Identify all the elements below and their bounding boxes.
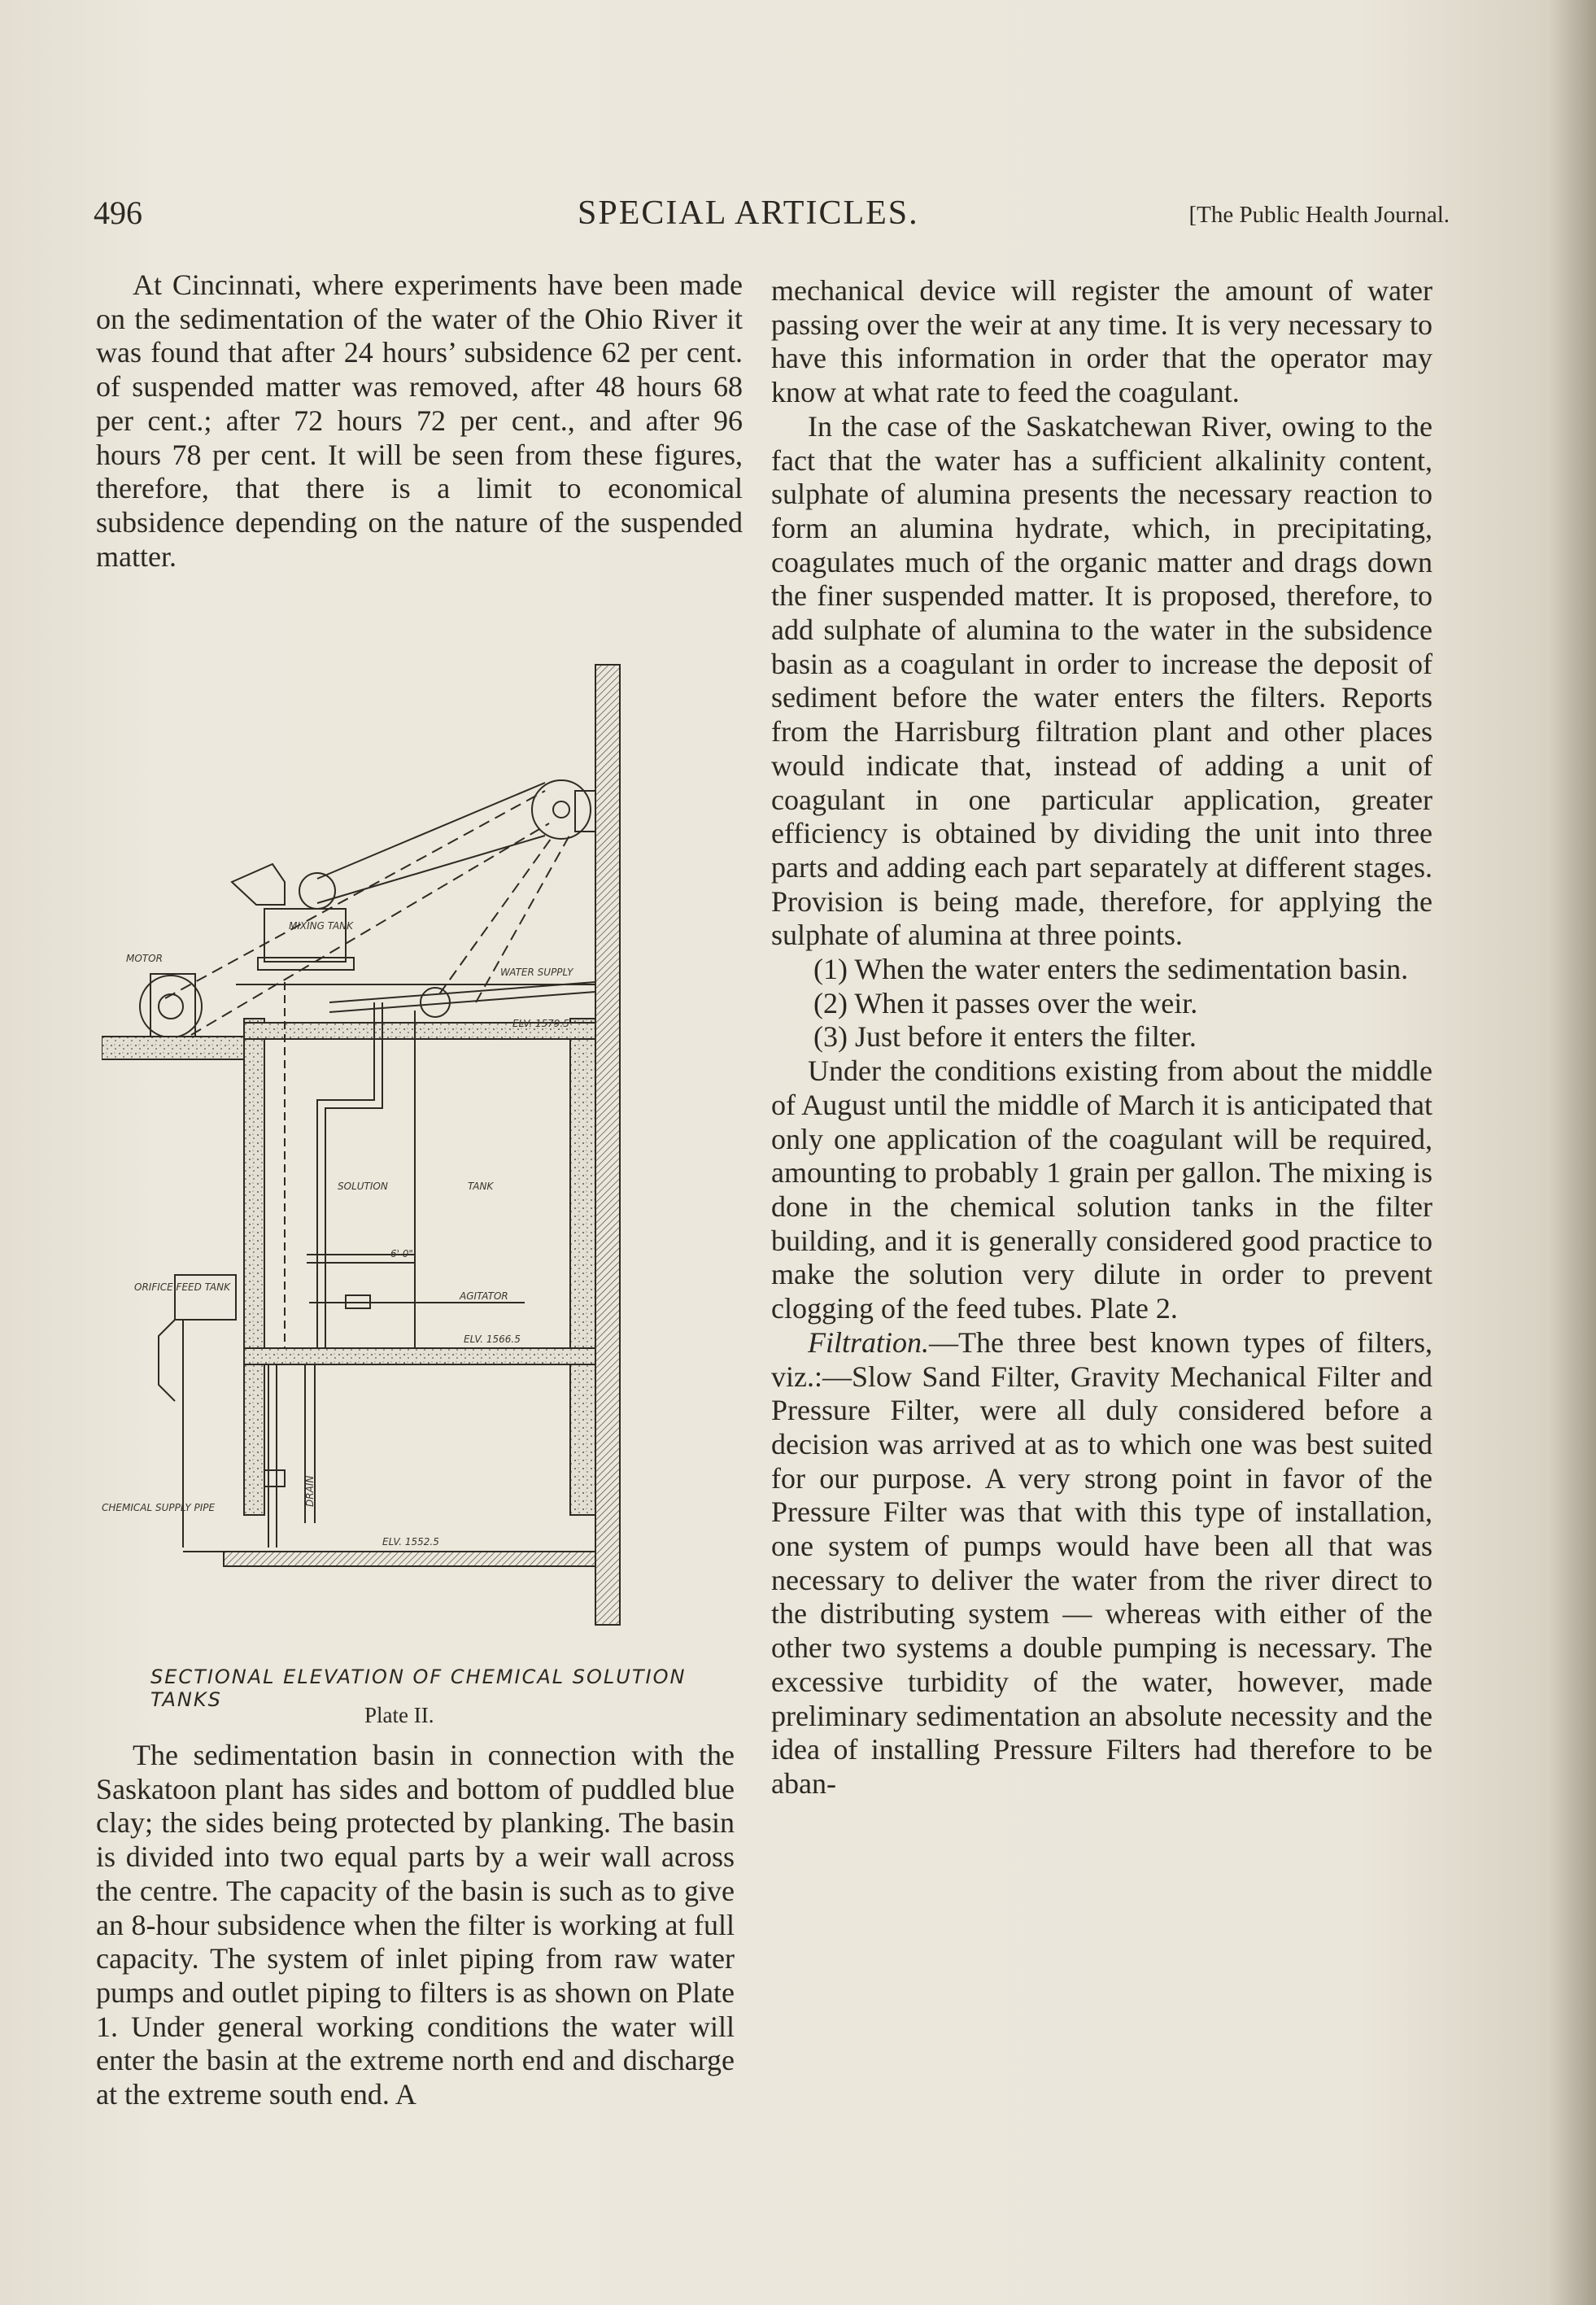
page-number: 496 <box>94 194 142 231</box>
paragraph-filtration <box>771 1326 1432 1801</box>
chemical-tank-drawing <box>102 661 740 1637</box>
list-item: (1) When the water enters the sedimentation basin. <box>813 953 1409 986</box>
page-header <box>89 194 1450 242</box>
label-solution: SOLUTION <box>338 1181 388 1192</box>
list-item: (3) Just before it enters the filter. <box>813 1020 1197 1054</box>
left-column-bottom <box>96 1739 735 2112</box>
paragraph-weir-device: mechanical device will register the amount of water passing over the weir at any time. It is very necessary to have this information in order that the operator may know at what rate to feed the coagulant. <box>771 274 1432 409</box>
filtration-text: —The three best known types of filters, viz.:—Slow Sand Filter, Gravity Mechanical Filter and Pressure Filter, were all duly considered before a decision was arrived at as to which one was best suited for our purpose. A very strong point in favor of the Pressure Filter was that with this type of installation, one system of pumps would have been all that was necessary to deliver the water from the river direct to the distributing system — whereas with either of the other two systems a double pumping is necessary. The excessive turbidity of the water, however, made preliminary sedimentation an absolute necessity and the idea of installing Pressure Filters had therefore to be aban- <box>771 1325 1432 1800</box>
label-elevation-top: ELV. 1579.5 <box>512 1018 569 1029</box>
plate-label: Plate II. <box>364 1703 434 1727</box>
paragraph-saskatchewan: In the case of the Saskatchewan River, owing to the fact that the water has a sufficient alkalinity content, sulphate of alumina presents the necessary reaction to form an alumina hydrate, which, in precipitating, coagulates much of the organic matter and drags down the finer suspended matter. It is proposed, therefore, to add sulphate of alumina to the water in the subsidence basin as a coagulant in order to increase the deposit of sediment before the water enters the filters. Reports from the Harrisburg filtration plant and other places would indicate that, instead of adding a unit of coagulant in one particular application, greater efficiency is obtained by dividing the unit into three parts and adding each part separately at different stages. Provision is being made, therefore, for applying the sulphate of alumina at three points. <box>771 409 1432 952</box>
label-orifice-feed-tank: ORIFICE FEED TANK <box>134 1281 230 1293</box>
application-points-list <box>771 953 1432 1054</box>
figure-caption: SECTIONAL ELEVATION OF CHEMICAL SOLUTION TANKS <box>150 1665 687 1711</box>
label-mixing-tank: MIXING TANK <box>289 920 354 932</box>
paragraph-sedimentation-basin: The sedimentation basin in connection with the Saskatoon plant has sides and bottom of puddled blue clay; the sides being protected by planking. The basin is divided into two equal parts by a weir wall across the centre. The capacity of the basin is such as to give an 8-hour subsidence when the filter is working at full capacity. The system of inlet piping from raw water pumps and outlet piping to filters is as shown on Plate 1. Under general working conditions the water will enter the basin at the extreme north end and discharge at the extreme south end. A <box>96 1739 735 2111</box>
right-column <box>771 274 1432 1801</box>
list-item: (2) When it passes over the weir. <box>813 986 1198 1019</box>
label-elevation-bottom: ELV. 1552.5 <box>382 1536 439 1548</box>
running-title: SPECIAL ARTICLES. <box>578 194 919 232</box>
label-chemical-supply-pipe: CHEMICAL SUPPLY PIPE <box>102 1502 216 1513</box>
label-tank: TANK <box>468 1181 494 1192</box>
paragraph-conditions: Under the conditions existing from about the middle of August until the middle of March it is anticipated that only one application of the coagulant will be required, amounting to probably 1 grain per gallon. The mixing is done in the chemical solution tanks in the filter building, and it is generally considered good practice to make the solution very dilute in order to prevent clogging of the feed tubes. Plate 2. <box>771 1054 1432 1325</box>
label-dimension: 6' 0" <box>390 1248 413 1259</box>
left-column-top <box>96 268 743 574</box>
paragraph-cincinnati: At Cincinnati, where experiments have been made on the sedimentation of the water of the Ohio River it was found that after 24 hours’ subsidence 62 per cent. of suspended matter was removed, after 48 hours 68 per cent.; after 72 hours 72 per cent., and after 96 hours 78 per cent. It will be seen from these figures, therefore, that there is a limit to economical subsidence depending on the nature of the suspended matter. <box>96 268 743 573</box>
plate-ii-figure <box>102 661 740 1637</box>
journal-name: [The Public Health Journal. <box>1188 202 1450 228</box>
label-agitator: AGITATOR <box>460 1290 508 1302</box>
label-motor: MOTOR <box>126 953 163 964</box>
label-water-supply: WATER SUPPLY <box>500 967 573 978</box>
label-elevation-mid: ELV. 1566.5 <box>464 1334 521 1345</box>
label-drain: DRAIN <box>304 1475 316 1507</box>
filtration-heading: Filtration. <box>808 1325 930 1359</box>
